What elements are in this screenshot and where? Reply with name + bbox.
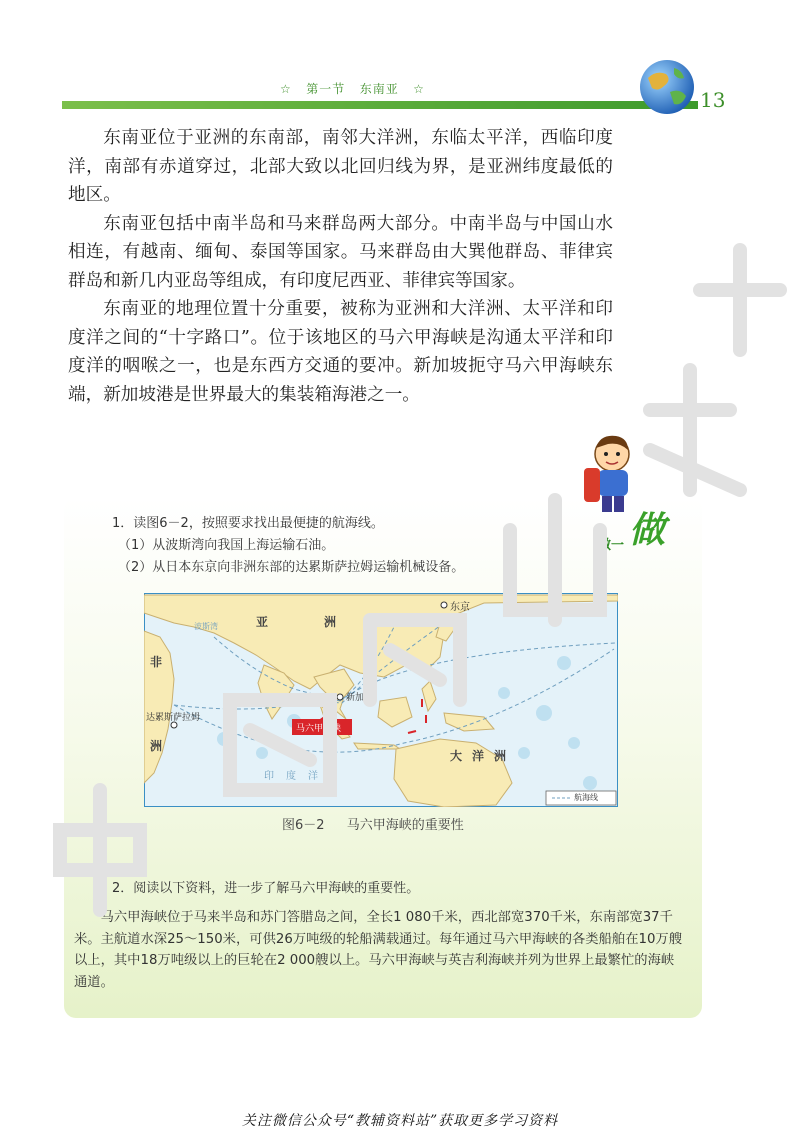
header-rule (62, 101, 698, 109)
globe-icon (638, 58, 696, 116)
paragraph: 东南亚包括中南半岛和马来群岛两大部分。中南半岛与中国山水相连，有越南、缅甸、泰国等国家。马来群岛由大巽他群岛、菲律宾群岛和新几内亚岛等组成，有印度尼西亚、菲律宾等国家。 (68, 213, 613, 291)
map-legend-label: 航海线 (574, 793, 598, 802)
question-2: 2．阅读以下资料，进一步了解马六甲海峡的重要性。 (112, 881, 420, 896)
star-icon: ☆ (280, 82, 292, 96)
map-label-africa: 洲 (150, 739, 163, 753)
map-label-dar-es-salaam: 达累斯萨拉姆 (146, 713, 201, 723)
star-icon: ☆ (413, 82, 425, 96)
map-label-char: 洋 (308, 771, 330, 782)
footer-note: 关注微信公众号“教辅资料站”获取更多学习资料 (241, 1113, 559, 1129)
figure-title: 马六甲海峡的重要性 (346, 818, 464, 833)
running-header (280, 80, 425, 97)
map-label-char: 洋 (472, 749, 495, 763)
question-1a: （1）从波斯湾向我国上海运输石油。 (118, 538, 335, 553)
figure-caption (282, 814, 464, 833)
map-label-malacca-strait: 马六甲海峡 (296, 724, 342, 734)
map-label-char: 大 (450, 749, 473, 763)
map-label-indian-ocean (264, 767, 330, 782)
figure-number: 图6－2 (282, 818, 325, 833)
page-number: 13 (700, 88, 726, 112)
body-text (68, 124, 613, 409)
paragraph: 东南亚的地理位置十分重要，被称为亚洲和大洋洲、太平洋和印度洋之间的“十字路口”。位于该地区的马六甲海峡是沟通太平洋和印度洋的咽喉之一，也是东西方交通的要冲。新加坡扼守马六甲海峡东端，新加坡港是世界最大的集装箱海港之一。 (68, 299, 613, 405)
map-figure (144, 593, 618, 807)
activity-label-big: 做 (629, 510, 666, 551)
activity-label (598, 502, 665, 553)
reading-material (74, 907, 686, 993)
map-label-asia: 亚 (256, 615, 269, 629)
map-label-africa: 非 (150, 655, 163, 669)
question-1b: （2）从日本东京向非洲东部的达累斯萨拉姆运输机械设备。 (118, 560, 465, 575)
map-label-shanghai: 上海 (368, 618, 387, 628)
activity-label-small: 做一 (598, 538, 625, 553)
reading-paragraph: 马六甲海峡位于马来半岛和苏门答腊岛之间，全长1 080千米，西北部宽370千米，东南部宽37千米。主航道水深25～150米，可供26万吨级的轮船满载通过。每年通过马六甲海峡的各类船舶在10万艘以上，其中18万吨级以上的巨轮在2 000艘以上。马六甲海峡与英吉利海峡并列为世界上最繁忙的海峡通道。 (74, 910, 683, 990)
map-label-singapore: 新加坡 (346, 693, 374, 703)
paragraph: 东南亚位于亚洲的东南部，南邻大洋洲，东临太平洋，西临印度洋，南部有赤道穿过，北部大致以北回归线为界，是亚洲纬度最低的地区。 (68, 128, 613, 205)
question-1: 1．读图6－2，按照要求找出最便捷的航海线。 (112, 516, 384, 531)
map-label-tokyo: 东京 (450, 602, 470, 613)
map-label-char: 印 (264, 771, 286, 782)
map-label-char: 度 (286, 771, 308, 782)
map-label-asia: 洲 (324, 615, 337, 629)
section-number: 第一节 (306, 82, 346, 96)
section-title: 东南亚 (359, 82, 399, 96)
map-label-persian-gulf: 波斯湾 (194, 622, 218, 631)
map-label-oceania (450, 747, 516, 764)
map-label-char: 洲 (494, 749, 517, 763)
